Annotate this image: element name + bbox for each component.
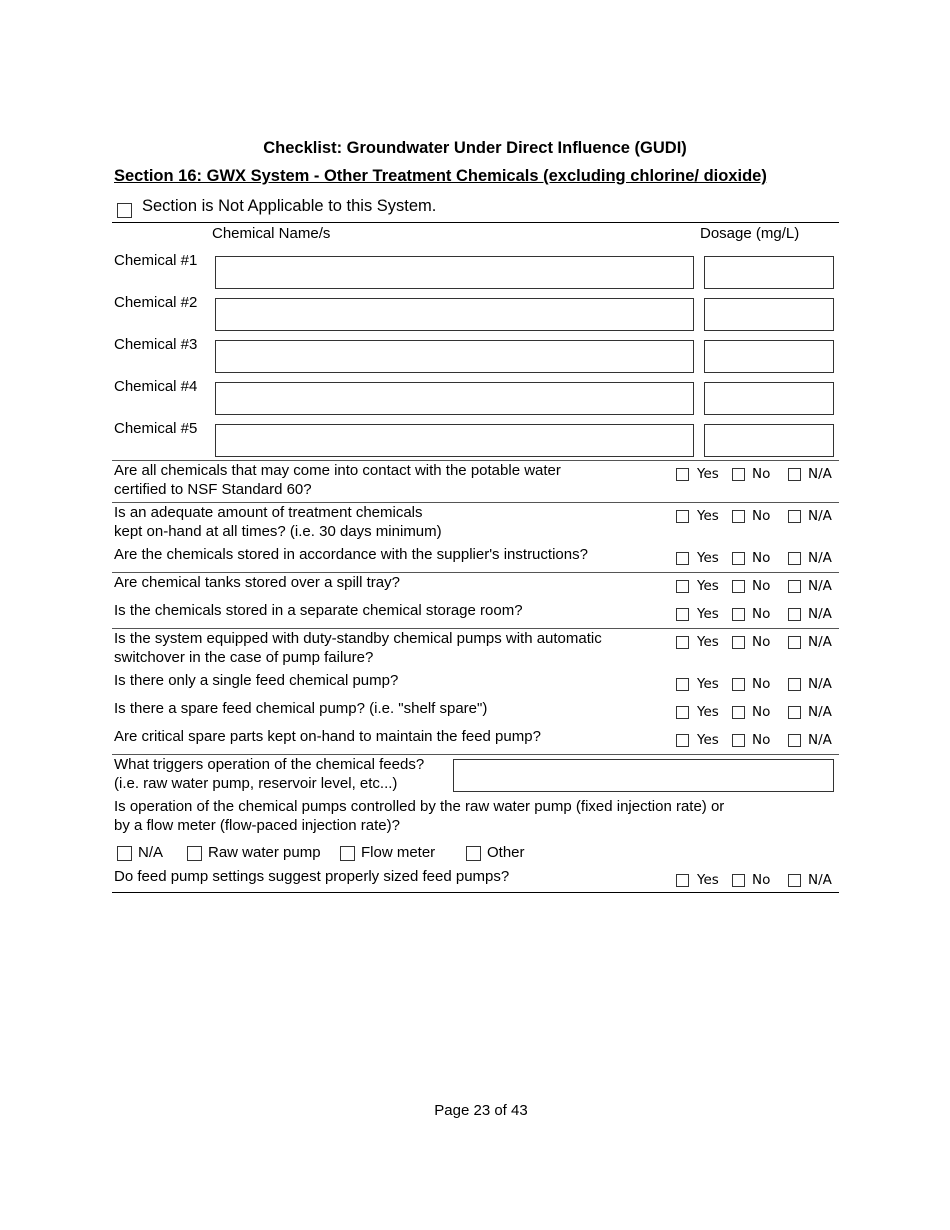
chemical-label: Chemical #4 [114, 378, 198, 395]
no-checkbox[interactable] [732, 552, 745, 565]
na-checkbox[interactable] [117, 846, 132, 861]
yes-label: Yes [697, 872, 719, 888]
yes-label: Yes [697, 508, 719, 524]
na-checkbox[interactable] [788, 706, 801, 719]
dosage-field[interactable] [704, 340, 834, 373]
yes-checkbox[interactable] [676, 552, 689, 565]
question-text: (i.e. raw water pump, reservoir level, etc...) [114, 775, 398, 792]
flow-meter-label: Flow meter [361, 844, 436, 861]
question-text: Are the chemicals stored in accordance with the supplier's instructions? [114, 546, 588, 563]
page-number: Page 23 of 43 [434, 1102, 528, 1119]
chemical-name-field[interactable] [215, 298, 694, 331]
dosage-field[interactable] [704, 298, 834, 331]
raw-water-pump-label: Raw water pump [208, 844, 321, 861]
yes-label: Yes [697, 732, 719, 748]
no-checkbox[interactable] [732, 510, 745, 523]
na-label: N/A [808, 872, 832, 888]
chemical-label: Chemical #2 [114, 294, 198, 311]
question-7 [114, 671, 398, 690]
na-label: N/A [808, 732, 832, 748]
dosage-field[interactable] [704, 382, 834, 415]
triggers-question [114, 755, 424, 793]
yes-checkbox[interactable] [676, 580, 689, 593]
no-label: No [752, 634, 771, 650]
chemical-label: Chemical #3 [114, 336, 198, 353]
no-checkbox[interactable] [732, 706, 745, 719]
no-checkbox[interactable] [732, 678, 745, 691]
yes-checkbox[interactable] [676, 678, 689, 691]
question-text: Are all chemicals that may come into contact with the potable water [114, 462, 561, 479]
question-text: Are chemical tanks stored over a spill tray? [114, 574, 400, 591]
yes-checkbox[interactable] [676, 608, 689, 621]
question-text: Is there only a single feed chemical pump? [114, 672, 399, 689]
na-label: N/A [138, 844, 164, 861]
other-label: Other [487, 844, 525, 861]
dosage-field[interactable] [704, 424, 834, 457]
yes-label: Yes [697, 578, 719, 594]
question-text: Is the system equipped with duty-standby chemical pumps with automatic [114, 630, 602, 647]
question-text: switchover in the case of pump failure? [114, 649, 374, 666]
no-checkbox[interactable] [732, 608, 745, 621]
yes-label: Yes [697, 634, 719, 650]
question-text: kept on-hand at all times? (i.e. 30 days minimum) [114, 523, 442, 540]
yes-checkbox[interactable] [676, 510, 689, 523]
yes-checkbox[interactable] [676, 874, 689, 887]
na-checkbox[interactable] [788, 510, 801, 523]
divider [112, 892, 839, 893]
not-applicable-checkbox[interactable] [117, 203, 132, 218]
document-title: Checklist: Groundwater Under Direct Influence (GUDI) [263, 139, 687, 157]
na-label: N/A [808, 606, 832, 622]
yes-label: Yes [697, 466, 719, 482]
yes-label: Yes [697, 676, 719, 692]
question-6 [114, 629, 602, 667]
question-text: What triggers operation of the chemical feeds? [114, 756, 425, 773]
no-label: No [752, 578, 771, 594]
triggers-field[interactable] [453, 759, 834, 792]
na-label: N/A [808, 578, 832, 594]
no-checkbox[interactable] [732, 636, 745, 649]
dosage-field[interactable] [704, 256, 834, 289]
question-text: Is an adequate amount of treatment chemicals [114, 504, 423, 521]
flow-meter-checkbox[interactable] [340, 846, 355, 861]
question-4 [114, 573, 400, 592]
yes-checkbox[interactable] [676, 734, 689, 747]
question-text: certified to NSF Standard 60? [114, 481, 312, 498]
na-label: N/A [808, 508, 832, 524]
question-8 [114, 699, 487, 718]
na-checkbox[interactable] [788, 874, 801, 887]
yes-label: Yes [697, 704, 719, 720]
chemical-name-field[interactable] [215, 424, 694, 457]
na-checkbox[interactable] [788, 580, 801, 593]
na-checkbox[interactable] [788, 608, 801, 621]
question-text: Is there a spare feed chemical pump? (i.e. "shelf spare") [114, 700, 488, 717]
no-checkbox[interactable] [732, 580, 745, 593]
chemical-name-header: Chemical Name/s [212, 225, 331, 242]
yes-label: Yes [697, 550, 719, 566]
na-label: N/A [808, 676, 832, 692]
na-checkbox[interactable] [788, 734, 801, 747]
question-text: Is the chemicals stored in a separate chemical storage room? [114, 602, 523, 619]
question-5 [114, 601, 523, 620]
no-label: No [752, 550, 771, 566]
question-2 [114, 503, 442, 541]
no-label: No [752, 732, 771, 748]
chemical-name-field[interactable] [215, 340, 694, 373]
question-feed-pump-settings [114, 867, 509, 886]
na-checkbox[interactable] [788, 636, 801, 649]
other-checkbox[interactable] [466, 846, 481, 861]
section-heading: Section 16: GWX System - Other Treatment Chemicals (excluding chlorine/ dioxide) [114, 167, 767, 185]
question-text: Are critical spare parts kept on-hand to maintain the feed pump? [114, 728, 541, 745]
question-text: by a flow meter (flow-paced injection rate)? [114, 817, 400, 834]
chemical-label: Chemical #1 [114, 252, 198, 269]
not-applicable-label: Section is Not Applicable to this System. [142, 197, 437, 215]
question-9 [114, 727, 541, 746]
raw-water-pump-checkbox[interactable] [187, 846, 202, 861]
no-label: No [752, 676, 771, 692]
no-label: No [752, 872, 771, 888]
yes-checkbox[interactable] [676, 468, 689, 481]
question-text: Is operation of the chemical pumps controlled by the raw water pump (fixed injection rate) or [114, 798, 725, 815]
no-checkbox[interactable] [732, 468, 745, 481]
na-label: N/A [808, 704, 832, 720]
no-label: No [752, 704, 771, 720]
na-label: N/A [808, 466, 832, 482]
na-checkbox[interactable] [788, 678, 801, 691]
yes-checkbox[interactable] [676, 706, 689, 719]
chemical-name-field[interactable] [215, 382, 694, 415]
question-3 [114, 545, 588, 564]
divider [112, 222, 839, 223]
yes-checkbox[interactable] [676, 636, 689, 649]
yes-label: Yes [697, 606, 719, 622]
dosage-header: Dosage (mg/L) [700, 225, 800, 242]
na-checkbox[interactable] [788, 552, 801, 565]
question-1 [114, 461, 561, 499]
no-checkbox[interactable] [732, 734, 745, 747]
na-label: N/A [808, 550, 832, 566]
no-label: No [752, 466, 771, 482]
no-checkbox[interactable] [732, 874, 745, 887]
na-label: N/A [808, 634, 832, 650]
question-text: Do feed pump settings suggest properly sized feed pumps? [114, 868, 510, 885]
no-label: No [752, 606, 771, 622]
na-checkbox[interactable] [788, 468, 801, 481]
chemical-label: Chemical #5 [114, 420, 198, 437]
no-label: No [752, 508, 771, 524]
chemical-name-field[interactable] [215, 256, 694, 289]
control-question [114, 797, 724, 835]
